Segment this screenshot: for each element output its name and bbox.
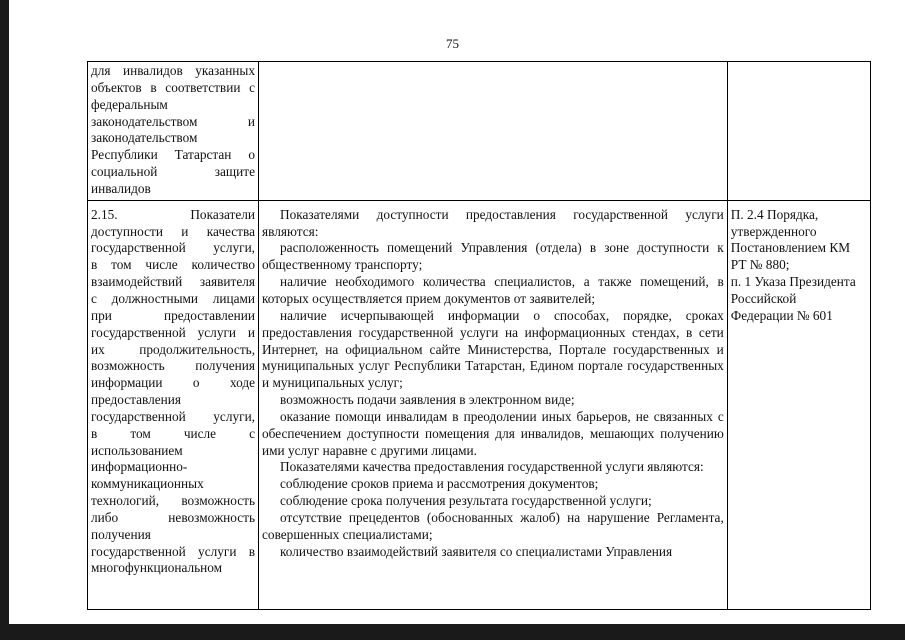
criteria-line: в том числе с — [91, 425, 256, 441]
content-paragraph: количество взаимодействий заявителя со специалистами Управления — [280, 543, 673, 559]
content-paragraph: Показателями качества предоставления государственной услуги являются: — [280, 459, 704, 475]
criteria-line: государственной услуги в — [91, 543, 256, 559]
criteria-line: технологий, возможность — [91, 493, 256, 509]
criteria-line: информации о ходе — [91, 375, 256, 391]
table-cell-reference — [727, 200, 870, 609]
table-cell-content — [259, 62, 728, 201]
table-cell-reference — [727, 62, 870, 201]
scan-left-edge — [0, 0, 9, 640]
reference-line: Постановлением КМ — [730, 240, 851, 256]
reference-line: п. 1 Указа Президента — [730, 274, 856, 290]
content-paragraph: наличие исчерпывающей информации о способах, порядке, сроках предоставления государственной услуги на информационных стендах, в сети Интернет, на официальном сайте Министерства, Портале государственных и муниципальных услуг Республики Татарстан, Едином портале государственных и муниципальных услуг; — [262, 307, 724, 391]
table-row — [88, 62, 871, 201]
table-cell-criteria — [88, 62, 259, 201]
criteria-line: получения — [91, 526, 151, 542]
criteria-line: многофункциональном — [91, 560, 223, 576]
content-paragraph: возможность подачи заявления в электронном виде; — [280, 392, 575, 408]
criteria-text: для инвалидов указанных объектов в соответствии с федеральным законодательством и законодательством Республики Татарстан о социальной защите инвалидов — [91, 63, 256, 196]
criteria-line: доступности и качества — [91, 223, 256, 239]
criteria-line: коммуникационных — [91, 476, 204, 492]
criteria-line: государственной услуги, — [91, 408, 256, 424]
reference-lines — [731, 207, 867, 325]
reference-line: П. 2.4 Порядка, — [730, 206, 819, 222]
content-paragraphs — [262, 207, 724, 561]
content-paragraph: соблюдение сроков приема и рассмотрения документов; — [280, 476, 599, 492]
content-paragraph: оказание помощи инвалидам в преодолении иных барьеров, не связанных с обеспечением доступности помещения для инвалидов, мешающих получению ими услуг наравне с другими лицами. — [262, 408, 724, 458]
criteria-line: их продолжительность, — [91, 341, 256, 357]
content-paragraph: Показателями доступности предоставления государственной услуги являются: — [262, 206, 724, 239]
criteria-line: 2.15. Показатели — [91, 206, 256, 222]
criteria-line: использованием — [91, 442, 183, 458]
criteria-line: государственной услуги, — [91, 240, 256, 256]
criteria-lines — [91, 207, 255, 578]
criteria-line: государственной услуги и — [91, 324, 256, 340]
table-cell-content — [259, 200, 728, 609]
table-row — [88, 200, 871, 609]
content-paragraph: отсутствие прецедентов (обоснованных жалоб) на нарушение Регламента, совершенных специалистами; — [262, 509, 724, 542]
reference-line: утвержденного — [730, 223, 817, 239]
reference-line: Федерации № 601 — [730, 307, 833, 323]
criteria-line: взаимодействий заявителя — [91, 274, 256, 290]
reference-line: РТ № 880; — [730, 257, 790, 273]
content-paragraph: расположенность помещений Управления (отдела) в зоне доступности к общественному транспорту; — [262, 240, 724, 273]
criteria-line: при предоставлении — [91, 307, 256, 323]
criteria-line: в том числе количество — [91, 257, 256, 273]
regulation-table — [87, 61, 871, 610]
scan-bottom-edge — [0, 624, 905, 640]
criteria-line: с должностными лицами — [91, 290, 256, 306]
criteria-line: либо невозможность — [91, 509, 256, 525]
criteria-line: информационно- — [91, 459, 188, 475]
criteria-line: возможность получения — [91, 358, 256, 374]
content-paragraph: соблюдение срока получения результата государственной услуги; — [280, 493, 652, 509]
page-number: 75 — [446, 36, 459, 51]
reference-line: Российской — [730, 290, 797, 306]
criteria-line: предоставления — [91, 392, 182, 408]
table-cell-criteria — [88, 200, 259, 609]
content-paragraph: наличие необходимого количества специалистов, а также помещений, в которых осуществляется прием документов от заявителей; — [262, 274, 724, 306]
